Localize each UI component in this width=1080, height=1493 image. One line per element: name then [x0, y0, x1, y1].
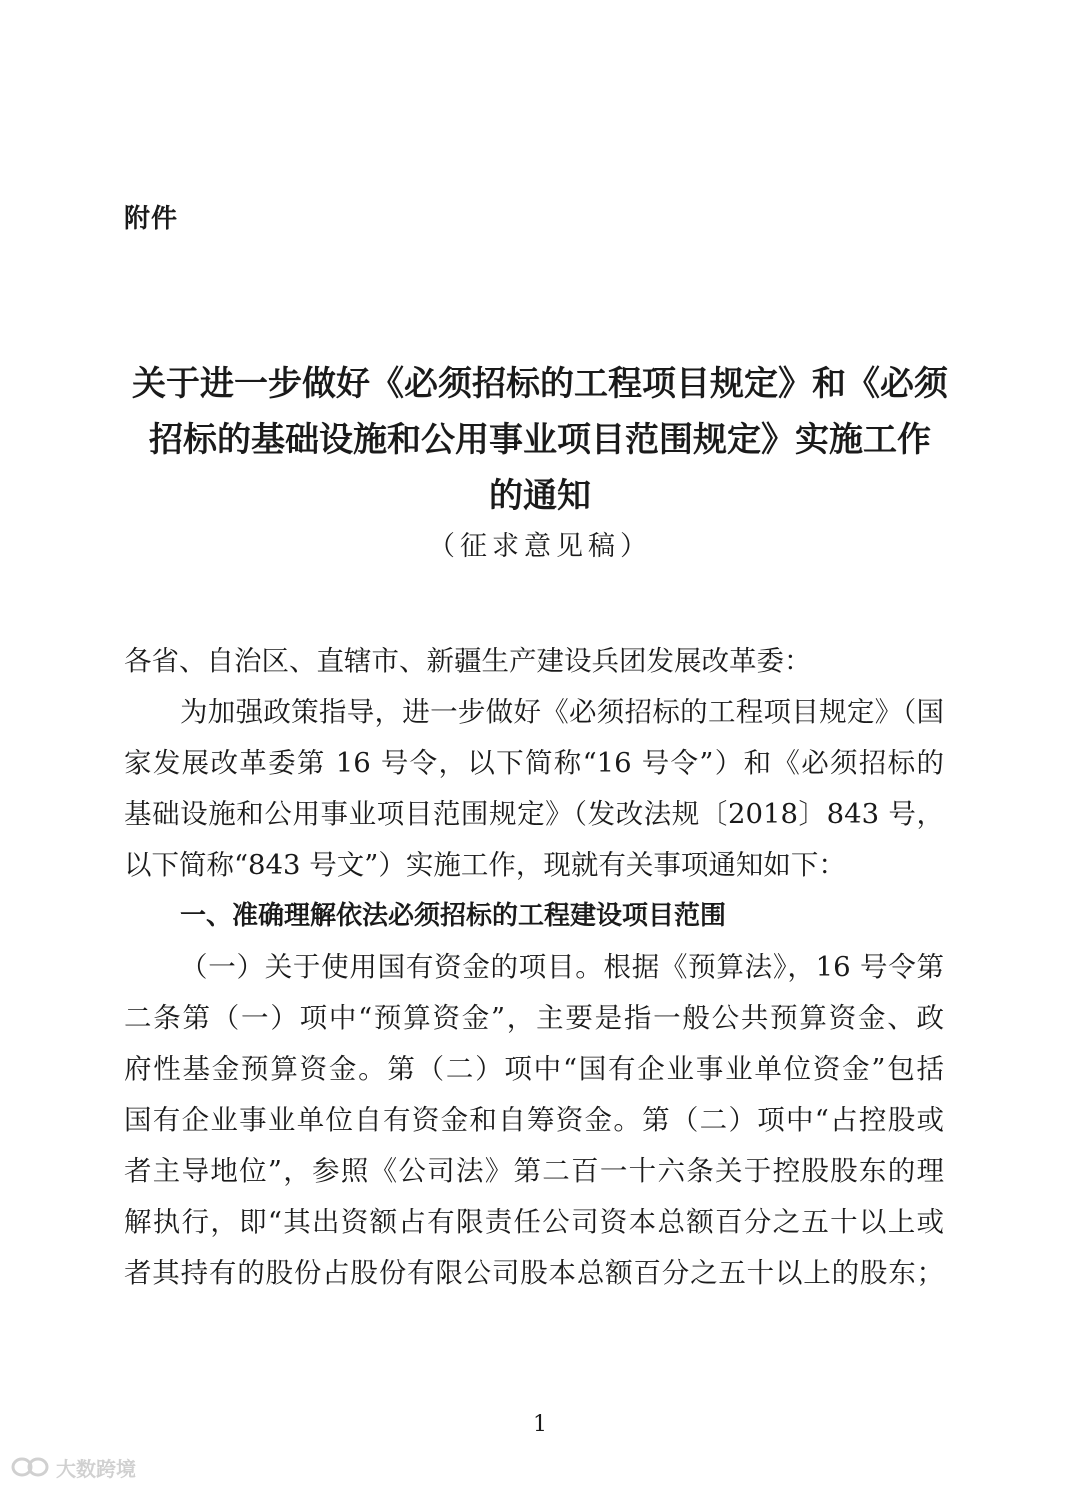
paragraph-line: 者主导地位”，参照《公司法》第二百一十六条关于控股股东的理: [124, 1155, 944, 1187]
section-heading: 一、准确理解依法必须招标的工程建设项目范围: [180, 901, 727, 931]
watermark-text: 大数跨境: [56, 1456, 136, 1481]
watermark: [10, 1452, 136, 1482]
paragraph-line: 国有企业事业单位自有资金和自筹资金。第（二）项中“占控股或: [124, 1104, 944, 1136]
document-title: [100, 356, 980, 524]
paragraph-line: 者其持有的股份占股份有限公司股本总额百分之五十以上的股东；: [124, 1257, 944, 1289]
sub-heading-line: [124, 942, 944, 993]
title-line: 的通知: [489, 476, 591, 516]
paragraph-line: 解执行，即“其出资额占有限责任公司资本总额百分之五十以上或: [124, 1206, 944, 1238]
sub-heading-title: （一）关于使用国有资金的项目。: [180, 951, 604, 983]
attachment-label: 附件: [124, 204, 179, 234]
infinity-logo-icon: [10, 1455, 50, 1479]
document-subtitle: （征求意见稿）: [428, 531, 652, 562]
title-line: 关于进一步做好《必须招标的工程项目规定》和《必须: [132, 364, 948, 404]
paragraph-line: 府性基金预算资金。第（二）项中“国有企业事业单位资金”包括: [124, 1053, 944, 1085]
intro-line: 基础设施和公用事业项目范围规定》（发改法规〔2018〕843 号，: [124, 798, 944, 830]
paragraph-line: 二条第（一）项中“预算资金”，主要是指一般公共预算资金、政: [124, 1002, 944, 1034]
page-number: 1: [533, 1412, 547, 1437]
intro-line: 以下简称“843 号文”）实施工作，现就有关事项通知如下：: [124, 849, 846, 881]
intro-line: 家发展改革委第 16 号令，以下简称“16 号令”）和《必须招标的: [124, 747, 944, 779]
sub-heading-rest: 根据《预算法》，16 号令第: [603, 951, 945, 983]
salutation: 各省、自治区、直辖市、新疆生产建设兵团发展改革委：: [124, 645, 812, 677]
title-line: 招标的基础设施和公用事业项目范围规定》实施工作: [149, 420, 931, 460]
document-body: [124, 636, 944, 1299]
intro-line: 为加强政策指导，进一步做好《必须招标的工程项目规定》（国: [180, 696, 944, 728]
